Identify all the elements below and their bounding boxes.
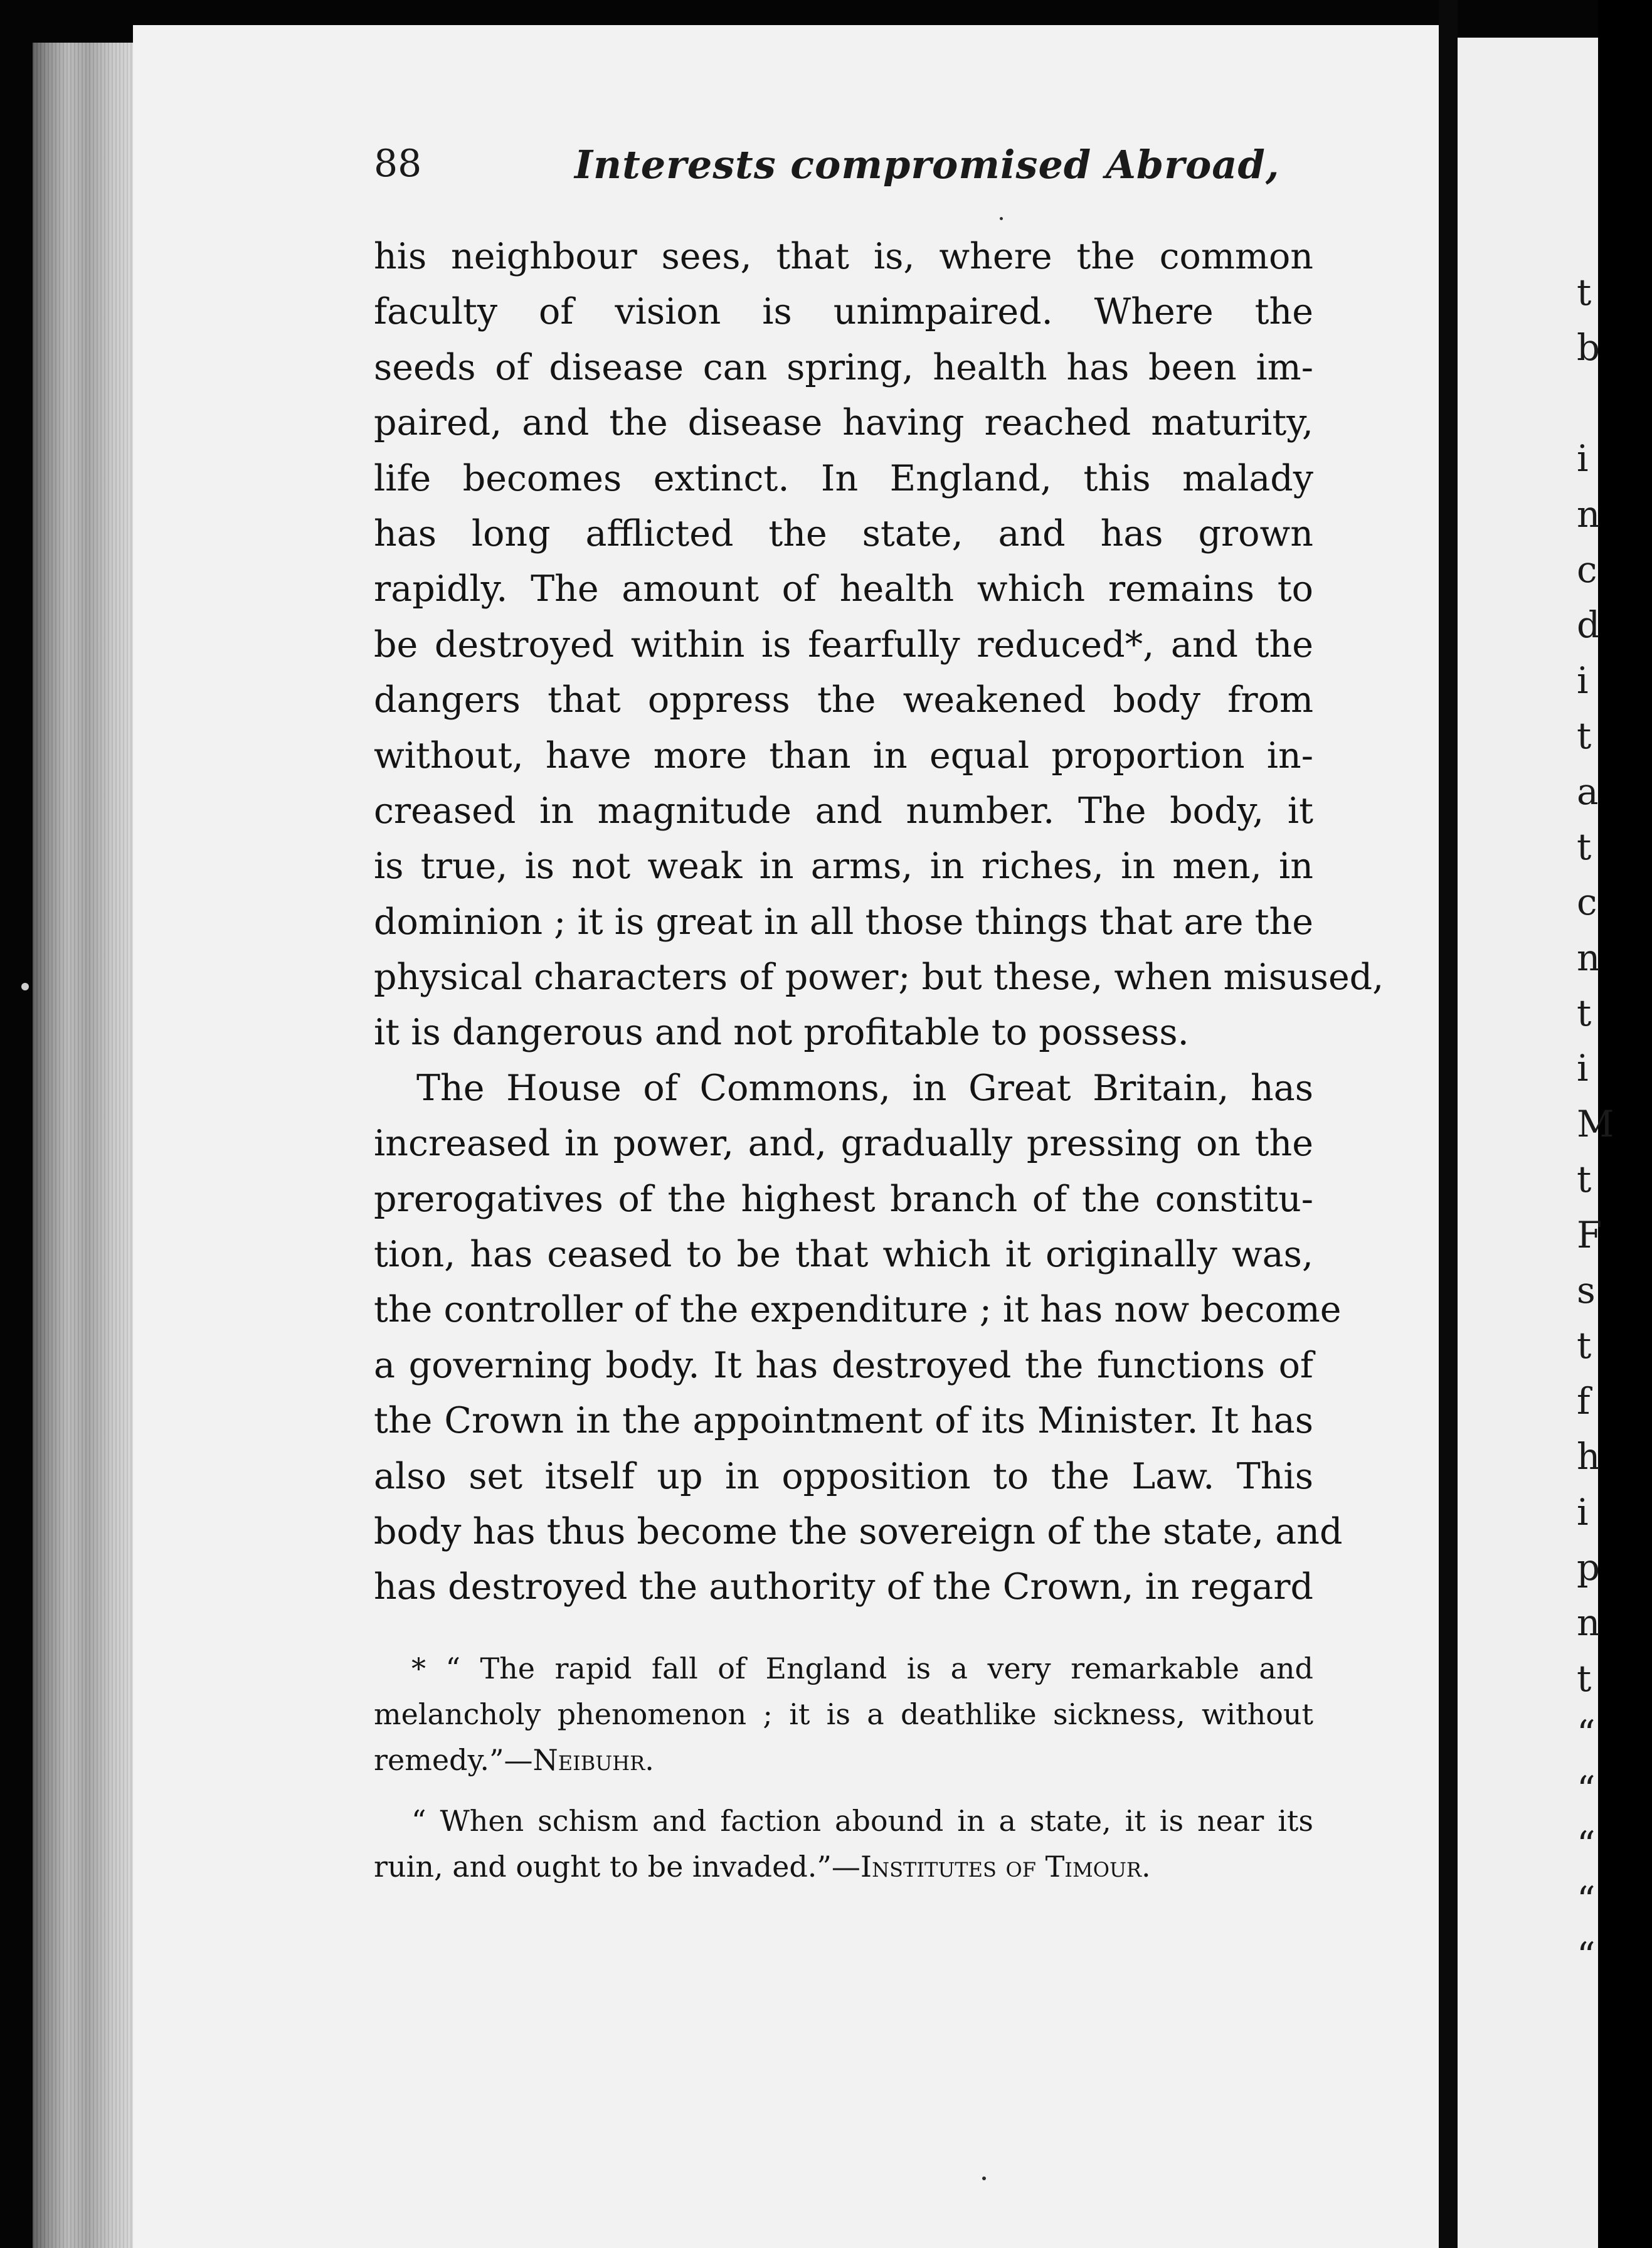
facing-page-letter: t	[1577, 825, 1592, 868]
facing-page-letter: F	[1577, 1213, 1602, 1256]
text-line: increased in power, and, gradually pressing on the	[374, 1123, 1313, 1165]
facing-page-letter: c	[1577, 881, 1597, 924]
text-line: dangers that oppress the weakened body from	[374, 679, 1313, 721]
running-head	[374, 142, 1315, 211]
facing-page-letter: t	[1577, 1657, 1592, 1700]
text-line: has long afflicted the state, and has grown	[374, 512, 1313, 554]
facing-page-edge	[1458, 38, 1614, 2248]
facing-page-letter: “	[1577, 1712, 1596, 1756]
text-line: faculty of vision is unimpaired. Where the	[374, 291, 1313, 333]
facing-page-letter: h	[1577, 1435, 1601, 1478]
text-line: rapidly. The amount of health which remains to	[374, 568, 1313, 610]
facing-page-letter: c	[1577, 548, 1597, 591]
facing-page-letter: “	[1577, 1879, 1596, 1922]
facing-page-letter: “	[1577, 1823, 1596, 1866]
footnote-text: remedy.”—	[374, 1743, 533, 1777]
footnotes	[374, 1646, 1313, 1890]
page-number: 88	[374, 142, 422, 186]
text-line: paired, and the disease having reached maturity,	[374, 402, 1313, 444]
facing-page-letter: n	[1577, 1601, 1601, 1645]
facing-page-letter: n	[1577, 492, 1601, 536]
text-line: has destroyed the authority of the Crown, in regard	[374, 1566, 1313, 1608]
facing-page-letter: t	[1577, 992, 1592, 1035]
facing-page-letter: i	[1577, 1490, 1589, 1534]
facing-page-letter: M	[1577, 1102, 1614, 1145]
text-line: his neighbour sees, that is, where the common	[374, 236, 1313, 277]
text-line: dominion ; it is great in all those things that are the	[374, 901, 1313, 943]
text-line: body has thus become the sovereign of the state, and	[374, 1510, 1343, 1552]
paragraph-start-line: The House of Commons, in Great Britain, has	[416, 1067, 1313, 1109]
footnote-line	[374, 1737, 1313, 1783]
facing-page-letter: i	[1577, 1047, 1589, 1090]
text-line: life becomes extinct. In England, this malady	[374, 457, 1313, 499]
footnote-author: Neibuhr.	[532, 1743, 654, 1777]
facing-page-letter: t	[1577, 714, 1592, 758]
footnote-line: melancholy phenomenon ; it is a deathlike sickness, without	[374, 1697, 1313, 1731]
text-line: the controller of the expenditure ; it has now become	[374, 1289, 1342, 1331]
facing-page-letter: “	[1577, 1768, 1596, 1811]
text-line: be destroyed within is fearfully reduced*, and the	[374, 623, 1313, 665]
facing-page-letter: t	[1577, 1324, 1592, 1367]
page-stack-edge	[33, 43, 133, 2248]
footnote-author: Institutes of Timour.	[860, 1850, 1151, 1884]
text-line: seeds of disease can spring, health has been im-	[374, 346, 1313, 388]
facing-page-letter: d	[1577, 603, 1601, 647]
facing-page-letter: t	[1577, 271, 1592, 314]
facing-page-letter	[1577, 376, 1652, 431]
text-line: prerogatives of the highest branch of the constitu-	[374, 1178, 1313, 1220]
text-line: also set itself up in opposition to the Law. This	[374, 1455, 1313, 1497]
facing-page-letter: i	[1577, 659, 1589, 702]
body-text	[374, 229, 1384, 1615]
running-title: Interests compromised Abroad,	[574, 142, 1280, 188]
facing-page-letter: t	[1577, 1158, 1592, 1201]
text-line: it is dangerous and not profitable to possess.	[374, 1012, 1189, 1054]
footnote-text: ruin, and ought to be invaded.”—	[374, 1850, 860, 1884]
text-line: a governing body. It has destroyed the functions of	[374, 1344, 1313, 1386]
text-line: creased in magnitude and number. The body, it	[374, 790, 1313, 832]
ink-speck	[1000, 217, 1003, 220]
ink-speck	[21, 983, 29, 990]
facing-page-letters	[1577, 265, 1652, 1983]
facing-page-letter: f	[1577, 1379, 1591, 1423]
facing-page-letter: a	[1577, 770, 1599, 813]
facing-page-letter: n	[1577, 936, 1601, 979]
facing-page-letter: b	[1577, 326, 1601, 369]
footnote-line: * “ The rapid fall of England is a very remarkable and	[411, 1652, 1313, 1685]
text-line: is true, is not weak in arms, in riches, in men, in	[374, 846, 1313, 888]
footnote-line: “ When schism and faction abound in a state, it is near its	[411, 1804, 1313, 1838]
facing-page-letter: s	[1577, 1269, 1596, 1312]
footnote-line	[374, 1844, 1313, 1890]
text-line: the Crown in the appointment of its Minister. It has	[374, 1400, 1313, 1442]
facing-page-letter: p	[1577, 1546, 1601, 1589]
page-gutter	[1439, 0, 1458, 2248]
text-line: without, have more than in equal proportion in-	[374, 734, 1313, 777]
facing-page-letter: i	[1577, 437, 1589, 480]
text-line: tion, has ceased to be that which it originally was,	[374, 1234, 1313, 1276]
ink-speck	[982, 2176, 986, 2180]
text-line: physical characters of power; but these, when misused,	[374, 957, 1384, 999]
facing-page-letter: “	[1577, 1934, 1596, 1977]
